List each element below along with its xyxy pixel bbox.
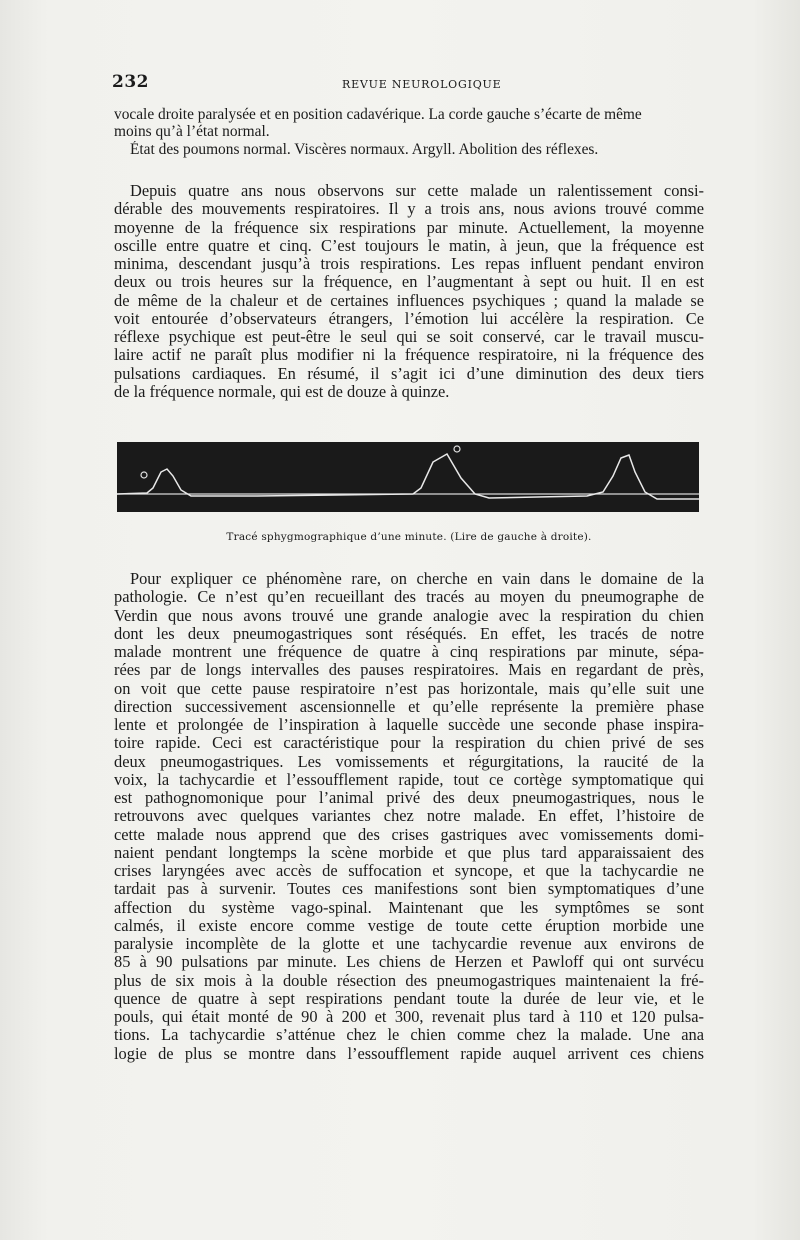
- text-line: État des poumons normal. Viscères normaux. Argyll. Abolition des réflexes.: [130, 140, 599, 158]
- text-line: oscille entre quatre et cinq. C’est toujours le matin, à jeun, que la fréquence est: [114, 236, 704, 255]
- text-line: calmés, il existe encore comme vestige de toute cette éruption morbide une: [114, 916, 704, 935]
- text-line: Depuis quatre ans nous observons sur cette malade un ralentissement consi-: [130, 182, 704, 200]
- text-line: direction successivement ascensionnelle et qu’elle représente la première phase: [114, 697, 704, 716]
- figure-caption: Tracé sphygmographique d’une minute. (Lire de gauche à droite).: [226, 531, 592, 543]
- text-line: voix, la tachycardie et l’essoufflement rapide, tout ce cortège symptomatique qui: [114, 770, 704, 789]
- text-line: minima, descendant jusqu’à trois respirations. Les repas influent pendant environ: [114, 255, 704, 273]
- text-line: rées par de longs intervalles des pauses respiratoires. Mais en regardant de près,: [114, 661, 704, 680]
- text-line: retrouvons avec quelques variantes chez notre malade. En effet, l’histoire de: [114, 807, 704, 826]
- text-line: affection du système vago-spinal. Maintenant que les symptômes se sont: [114, 898, 704, 917]
- text-line: laire actif ne paraît plus modifier ni la fréquence respiratoire, ni la fréquence des: [114, 346, 704, 365]
- text-line: paralysie incomplète de la glotte et une tachycardie revenue aux environs de: [114, 935, 704, 953]
- page-header: [112, 72, 702, 96]
- text-line: malade montrent une fréquence de quatre à cinq respirations par minute, sépa-: [114, 643, 704, 661]
- text-line: pathologie. Ce n’est qu’en recueillant des tracés au moyen du pneumographe de: [114, 588, 704, 607]
- text-line: plus de six mois à la double résection des pneumogastriques maintenaient la fré-: [114, 971, 704, 990]
- text-line: de même de la chaleur et de certaines influences psychiques ; quand la malade se: [114, 291, 704, 310]
- text-line: moins qu’à l’état normal.: [114, 123, 270, 141]
- page-number: 232: [112, 72, 149, 92]
- text-line: dérable des mouvements respiratoires. Il y a trois ans, nous avions trouvé comme: [114, 200, 704, 219]
- text-line: 85 à 90 pulsations par minute. Les chiens de Herzen et Pawloff qui ont survécu: [114, 953, 704, 972]
- text-line: dont les deux pneumogastriques sont réséqués. En effet, les tracés de notre: [114, 624, 704, 643]
- text-line: deux pneumogastriques. Les vomissements et régurgitations, la raucité de la: [114, 752, 704, 771]
- paragraph-clinical-notes: [114, 106, 704, 158]
- text-line: cette malade nous apprend que des crises gastriques avec vomissements domi-: [114, 825, 704, 844]
- text-line: moyenne de la fréquence six respirations par minute. Actuellement, la moyenne: [114, 218, 704, 237]
- text-line: tions. La tachycardie s’atténue chez le chien comme chez la malade. Une ana: [114, 1026, 704, 1045]
- text-line: Verdin que nous avons trouvé une grande analogie avec la respiration du chien: [114, 606, 704, 625]
- text-line: logie de plus se montre dans l’essoufflement rapide auquel arrivent ces chiens: [114, 1044, 704, 1063]
- text-line: deux ou trois heures sur la fréquence, en l’augmentant à sept ou huit. Il en est: [114, 273, 704, 292]
- text-line: de la fréquence normale, qui est de douze à quinze.: [114, 382, 450, 401]
- text-line: voit entourée d’observateurs étrangers, l’émotion lui accélère la respiration. Ce: [114, 309, 704, 328]
- text-line: toire rapide. Ceci est caractéristique pour la respiration du chien privé de ses: [114, 734, 704, 753]
- text-line: Pour expliquer ce phénomène rare, on cherche en vain dans le domaine de la: [130, 570, 704, 588]
- text-line: naient pendant longtemps la scène morbide et que plus tard apparaissaient des: [114, 843, 704, 862]
- sphygmographic-trace-figure: [117, 442, 699, 512]
- text-line: réflexe psychique est peut-être le seul qui se soit conservé, car le travail muscu-: [114, 328, 704, 346]
- text-line: vocale droite paralysée et en position cadavérique. La corde gauche s’écarte de même: [114, 106, 642, 123]
- text-line: on voit que cette pause respiratoire n’est pas horizontale, mais qu’elle suit une: [114, 679, 704, 698]
- trace-image: [117, 442, 699, 512]
- text-line: est pathognomonique pour l’animal privé des deux pneumogastriques, nous le: [114, 789, 704, 807]
- running-title: REVUE NEUROLOGIQUE: [342, 78, 502, 91]
- paragraph-respiration: [114, 182, 704, 401]
- text-line: crises laryngées avec accès de suffocation et syncope, et que la tachycardie ne: [114, 862, 704, 880]
- text-line: tardait pas à survenir. Toutes ces manifestions sont bien symptomatiques d’une: [114, 880, 704, 899]
- text-line: pouls, qui était monté de 90 à 200 et 300, revenait plus tard à 110 et 120 pulsa-: [114, 1008, 704, 1026]
- text-line: quence de quatre à sept respirations pendant toute la durée de leur vie, et le: [114, 989, 704, 1008]
- text-line: pulsations cardiaques. En résumé, il s’agit ici d’une diminution des deux tiers: [114, 364, 704, 383]
- text-line: lente et prolongée de l’inspiration à laquelle succède une seconde phase inspira-: [114, 716, 704, 734]
- paragraph-explanation: [114, 570, 704, 1063]
